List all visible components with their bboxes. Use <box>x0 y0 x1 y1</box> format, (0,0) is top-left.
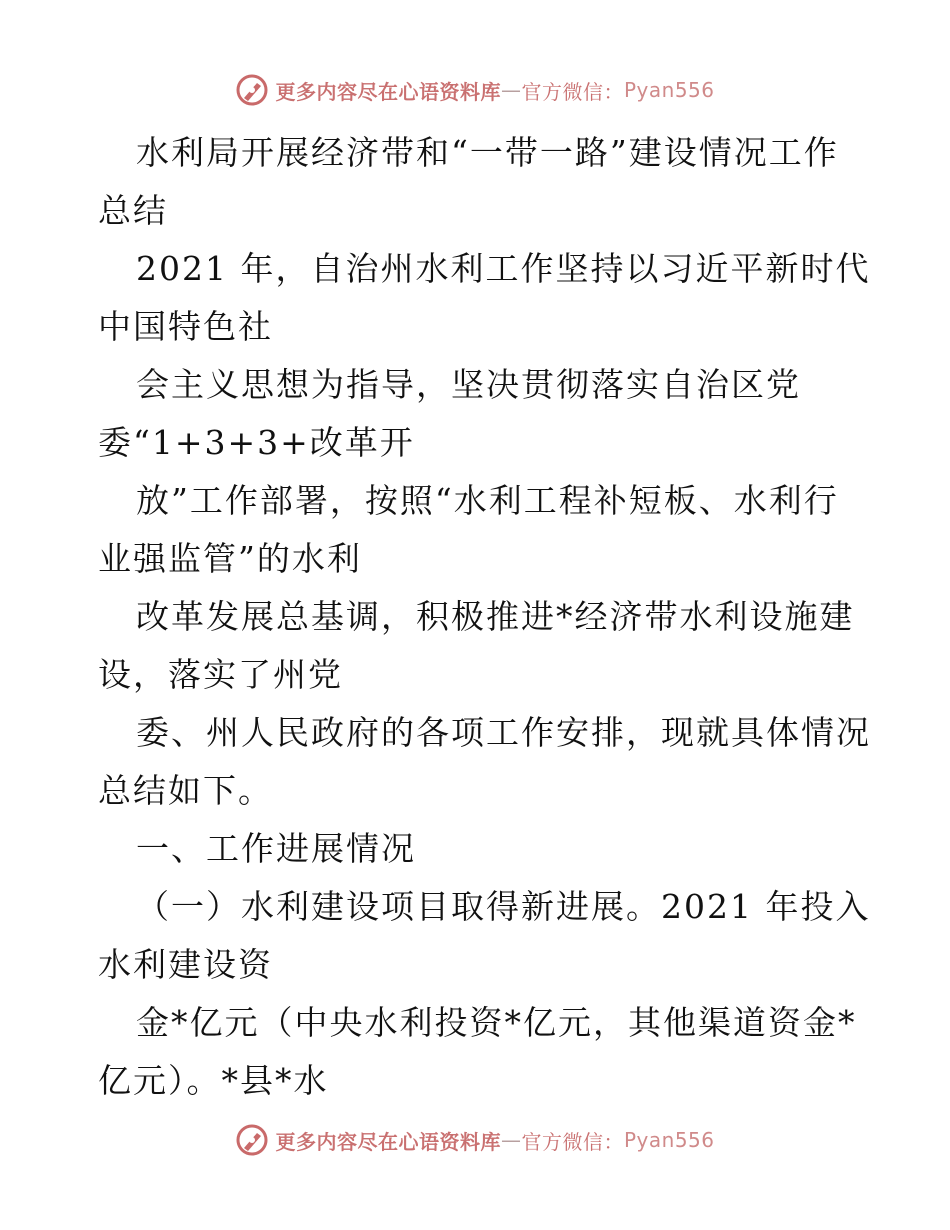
title-line-2: 总结 <box>98 191 168 230</box>
text-line: 放”工作部署，按照“水利工程补短板、水利行 <box>136 481 839 520</box>
text-line: 金*亿元（中央水利投资*亿元，其他渠道资金* <box>136 1003 857 1042</box>
banner-main-text: 更多内容尽在心语资料库 <box>275 1129 501 1154</box>
text-line: 水利建设资 <box>98 945 273 984</box>
document-body <box>98 124 871 1110</box>
text-line: 2021 年，自治州水利工作坚持以习近平新时代 <box>136 249 871 288</box>
text-line: 亿元）。*县*水 <box>98 1061 329 1100</box>
footer-watermark-banner <box>0 1120 950 1160</box>
banner-main-text: 更多内容尽在心语资料库 <box>275 79 501 104</box>
header-watermark-banner <box>0 70 950 110</box>
banner-sub-text: 官方微信： <box>521 79 624 104</box>
pen-logo-icon <box>235 1123 269 1157</box>
text-line: （一）水利建设项目取得新进展。2021 年投入 <box>136 887 871 926</box>
text-line: 业强监管”的水利 <box>98 539 362 578</box>
text-line: 中国特色社 <box>98 307 273 346</box>
banner-dash: — <box>500 78 522 102</box>
text-line: 总结如下。 <box>98 771 273 810</box>
banner-wechat-id: Pyan556 <box>623 1128 715 1152</box>
section-heading: 一、工作进展情况 <box>136 829 416 868</box>
pen-logo-icon <box>235 73 269 107</box>
banner-dash: — <box>500 1128 522 1152</box>
text-line: 会主义思想为指导，坚决贯彻落实自治区党 <box>136 365 801 404</box>
text-line: 设，落实了州党 <box>98 655 343 694</box>
title-line-1: 水利局开展经济带和“一带一路”建设情况工作 <box>136 133 839 172</box>
banner-wechat-id: Pyan556 <box>623 78 715 102</box>
text-line: 改革发展总基调，积极推进*经济带水利设施建 <box>136 597 855 636</box>
text-line: 委“1+3+3+改革开 <box>98 423 415 462</box>
banner-sub-text: 官方微信： <box>521 1129 624 1154</box>
text-line: 委、州人民政府的各项工作安排，现就具体情况 <box>136 713 871 752</box>
